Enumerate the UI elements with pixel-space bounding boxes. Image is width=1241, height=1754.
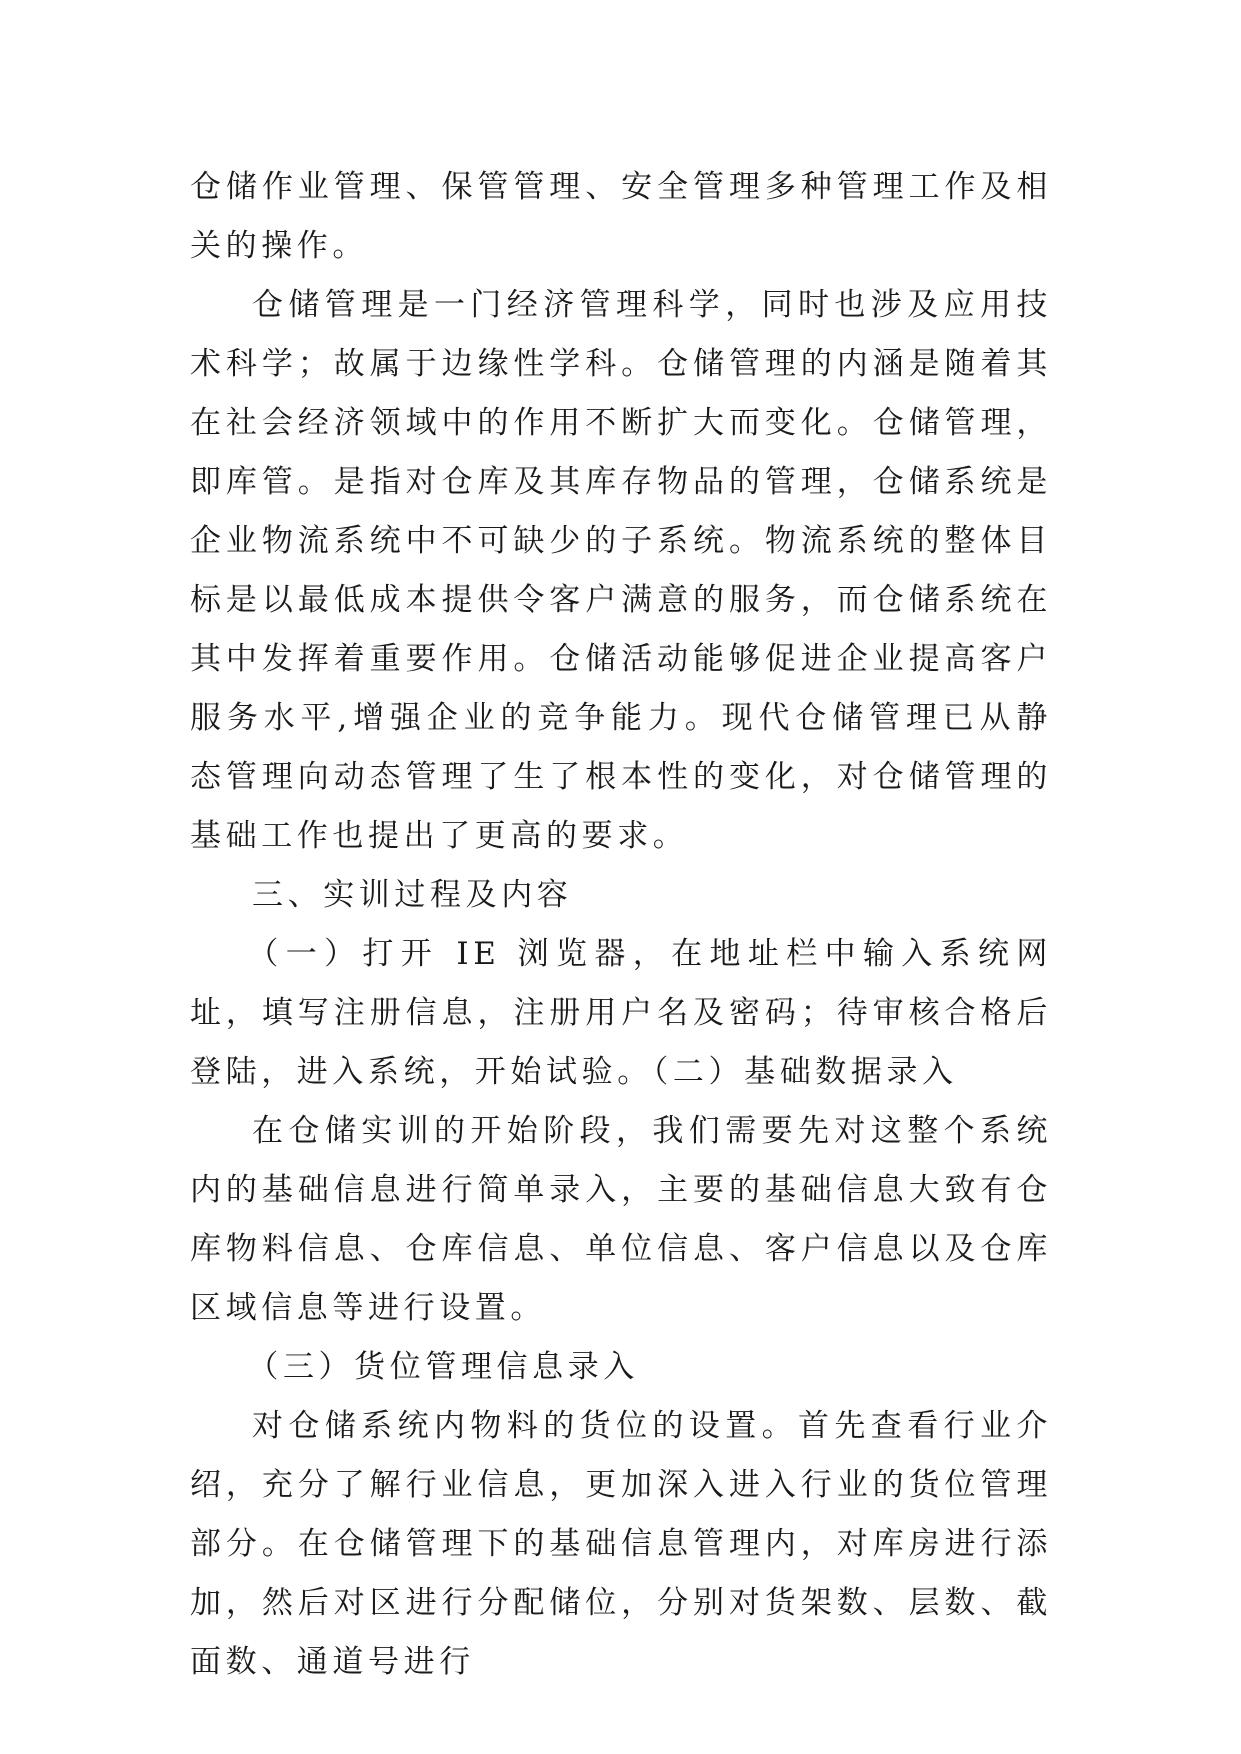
paragraph-1: 仓储作业管理、保管管理、安全管理多种管理工作及相关的操作。: [190, 169, 1052, 264]
paragraph-2: 仓储管理是一门经济管理科学，同时也涉及应用技术科学；故属于边缘性学科。仓储管理的内涵是随着其在社会经济领域中的作用不断扩大而变化。仓储管理，即库管。是指对仓库及其库存物品的管理，仓储系统是企业物流系统中不可缺少的子系统。物流系统的整体目标是以最低成本提供令客户满意的服务，而仓储系统在其中发挥着重要作用。仓储活动能够促进企业提高客户服务水平,增强企业的竞争能力。现代仓储管理已从静态管理向动态管理了生了根本性的变化，对仓储管理的基础工作也提出了更高的要求。: [190, 287, 1052, 854]
section-heading-3: 三、实训过程及内容: [252, 877, 573, 913]
paragraph-4: （一）打开 IE 浏览器，在地址栏中输入系统网址，填写注册信息，注册用户名及密码；待审核合格后登陆，进入系统，开始试验。（二）基础数据录入: [190, 936, 1052, 1090]
paragraph-7: 对仓储系统内物料的货位的设置。首先查看行业介绍，充分了解行业信息，更加深入进入行业的货位管理部分。在仓储管理下的基础信息管理内，对库房进行添加，然后对区进行分配储位，分别对货架数、层数、截面数、通道号进行: [190, 1408, 1052, 1680]
document-body: [190, 158, 1052, 1692]
subheading-6: （三）货位管理信息录入: [247, 1349, 639, 1385]
paragraph-5: 在仓储实训的开始阶段，我们需要先对这整个系统内的基础信息进行简单录入，主要的基础信息大致有仓库物料信息、仓库信息、单位信息、客户信息以及仓库区域信息等进行设置。: [190, 1113, 1052, 1326]
